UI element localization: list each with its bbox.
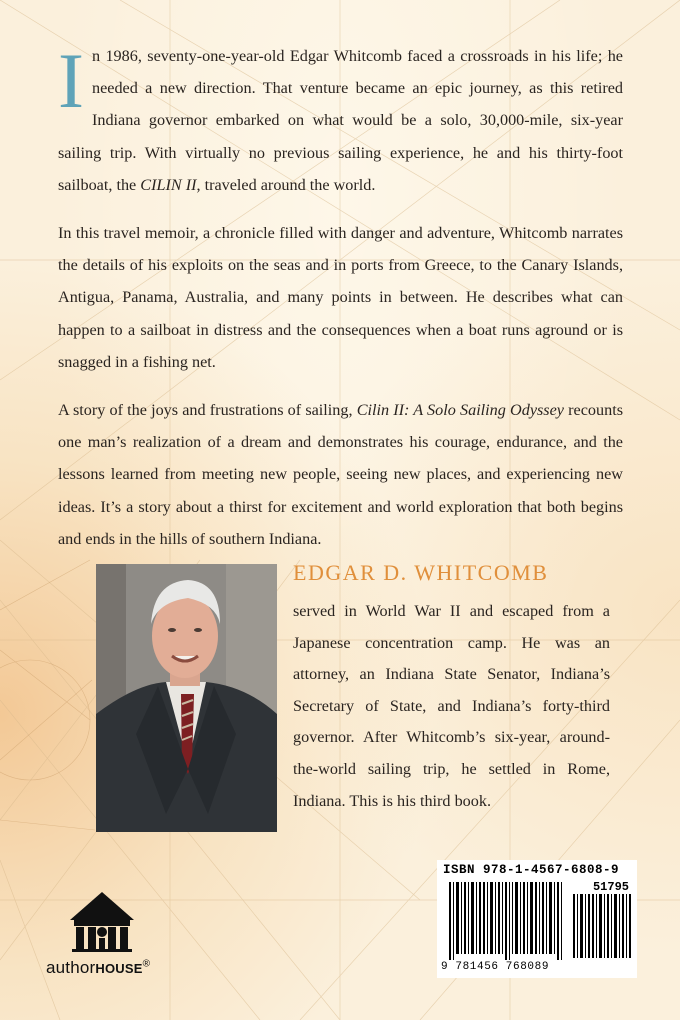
author-bio: served in World War II and escaped from a Japanese concentration camp. He was an attorney, an Indiana State Senator, Indiana’s Secretary of State, and Indiana’s forty-third governor. After Whitcomb’s six-year, around-the-world sailing trip, he settled in Rome, Indiana. This is his third book.: [293, 602, 610, 810]
book-description: [58, 37, 623, 571]
publisher-name-b: HOUSE: [95, 961, 143, 976]
book-title-italic: Cilin II: A Solo Sailing Odyssey: [356, 401, 564, 420]
author-name: EDGAR D. WHITCOMB: [293, 560, 549, 585]
author-photo: [96, 564, 277, 832]
price-code: 51795: [592, 880, 629, 894]
boat-name: CILIN II: [140, 175, 197, 194]
description-paragraph-1-text-a: n 1986, seventy-one-year-old Edgar Whitcomb faced a crossroads in his life; he needed a new direction. That venture became an epic journey, as this retired Indiana governor embarked on what would be a solo, 30,000-mile, six-year sailing trip. With virtually no previous sailing experience, he and his thirty-foot sailboat, the: [58, 47, 623, 194]
barcode-digits: 9 781456 768089: [441, 961, 550, 973]
description-paragraph-3-text-b: recounts one man’s realization of a dream and demonstrates his courage, endurance, and the lessons learned from meeting new people, seeing new places, and experiencing new ideas. It’s a story about a thirst for excitement and world exploration that both begins and ends in the hills of southern Indiana.: [58, 401, 623, 548]
isbn-number: ISBN 978-1-4567-6808-9: [443, 863, 620, 877]
publisher-name-a: author: [46, 958, 96, 977]
publisher-name: [46, 958, 150, 978]
description-paragraph-3-text-a: A story of the joys and frustrations of sailing,: [58, 401, 357, 420]
description-paragraph-2: In this travel memoir, a chronicle filled with danger and adventure, Whitcomb narrates the details of his exploits on the seas and in ports from Greece, to the Canary Islands, Antigua, Panama, Australia, and many points in between. He describes what can happen to a sailboat in distress and the consequences when a boat runs aground or is snagged in a fishing net.: [58, 224, 623, 371]
registered-mark: ®: [142, 958, 151, 970]
description-paragraph-1: [58, 37, 623, 201]
isbn-barcode: [437, 860, 637, 978]
description-paragraph-1-text-b: , traveled around the world.: [196, 175, 376, 194]
drop-cap: I: [58, 37, 84, 124]
description-paragraph-3: [58, 394, 623, 555]
